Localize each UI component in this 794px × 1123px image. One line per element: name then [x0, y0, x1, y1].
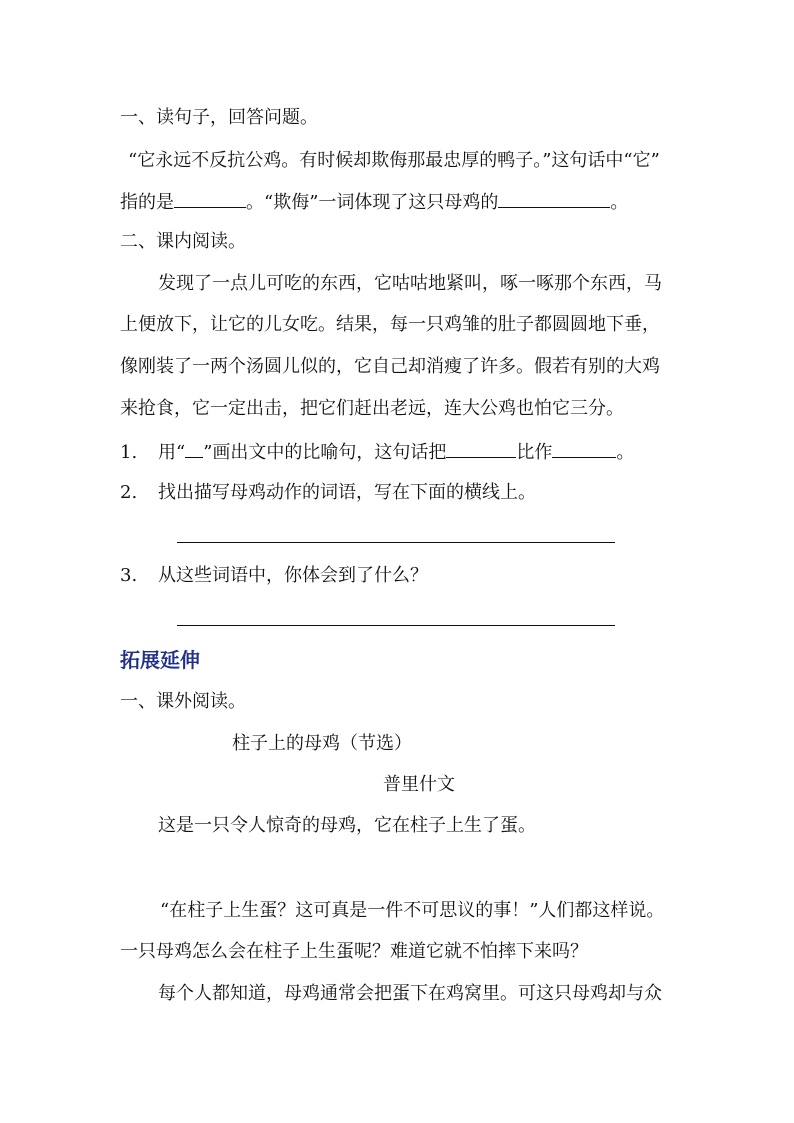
story-paragraph: “在柱子上生蛋？这可真是一件不可思议的事！”人们都这样说。: [160, 900, 665, 921]
story-paragraph: 每个人都知道，母鸡通常会把蛋下在鸡窝里。可这只母鸡却与众: [158, 983, 662, 1004]
part2-heading: 二、课内阅读。: [120, 231, 246, 252]
question-number: 1.: [120, 442, 138, 463]
passage-line: 发现了一点儿可吃的东西，它咕咕地紧叫，啄一啄那个东西，马: [158, 273, 662, 294]
q1-text-c: 比作: [516, 442, 553, 463]
question-1: [120, 439, 634, 465]
q1-text-a: 用“: [158, 442, 186, 463]
part1-quote-line1: “它永远不反抗公鸡。有时候却欺侮那最忠厚的鸭子。”这句话中“它”: [128, 150, 660, 171]
story-paragraph: 一只母鸡怎么会在柱子上生蛋呢？难道它就不怕摔下来吗？: [120, 941, 588, 962]
story-title: 柱子上的母鸡（节选）: [232, 733, 412, 754]
story-author: 普里什文: [383, 774, 455, 795]
question-number: 2.: [120, 482, 138, 503]
q1-text-d: 。: [616, 442, 635, 463]
underline-sample: [185, 439, 203, 458]
part1-heading: 一、读句子，回答问题。: [120, 107, 318, 128]
answer-blank-1[interactable]: [174, 189, 246, 208]
answer-blank-4[interactable]: [552, 439, 616, 458]
question-text: 找出描写母鸡动作的词语，写在下面的横线上。: [158, 482, 536, 503]
part1-text-c: 。: [610, 192, 629, 213]
answer-line-q2[interactable]: [177, 542, 615, 543]
answer-blank-2[interactable]: [498, 189, 610, 208]
question-3: [120, 564, 428, 588]
q1-text-b: ”画出文中的比喻句，这句话把: [203, 442, 447, 463]
part1-text-a: 指的是: [120, 192, 174, 213]
question-text: 从这些词语中，你体会到了什么？: [158, 565, 428, 586]
question-number: 3.: [120, 565, 138, 586]
section-title: 拓展延伸: [120, 648, 200, 672]
story-paragraph: 这是一只令人惊奇的母鸡，它在柱子上生了蛋。: [158, 815, 536, 836]
answer-line-q3[interactable]: [177, 625, 615, 626]
extension-heading: 一、课外阅读。: [120, 691, 246, 712]
part1-text-b: 。“欺侮”一词体现了这只母鸡的: [246, 192, 499, 213]
part1-quote-line2: [120, 189, 628, 215]
answer-blank-3[interactable]: [446, 439, 516, 458]
question-2: [120, 481, 536, 505]
passage-line: 像刚装了一两个汤圆儿似的，它自己却消瘦了许多。假若有别的大鸡: [120, 356, 660, 377]
passage-line: 上便放下，让它的儿女吃。结果，每一只鸡雏的肚子都圆圆地下垂，: [120, 314, 660, 335]
passage-line: 来抢食，它一定出击，把它们赶出老远，连大公鸡也怕它三分。: [120, 398, 624, 419]
